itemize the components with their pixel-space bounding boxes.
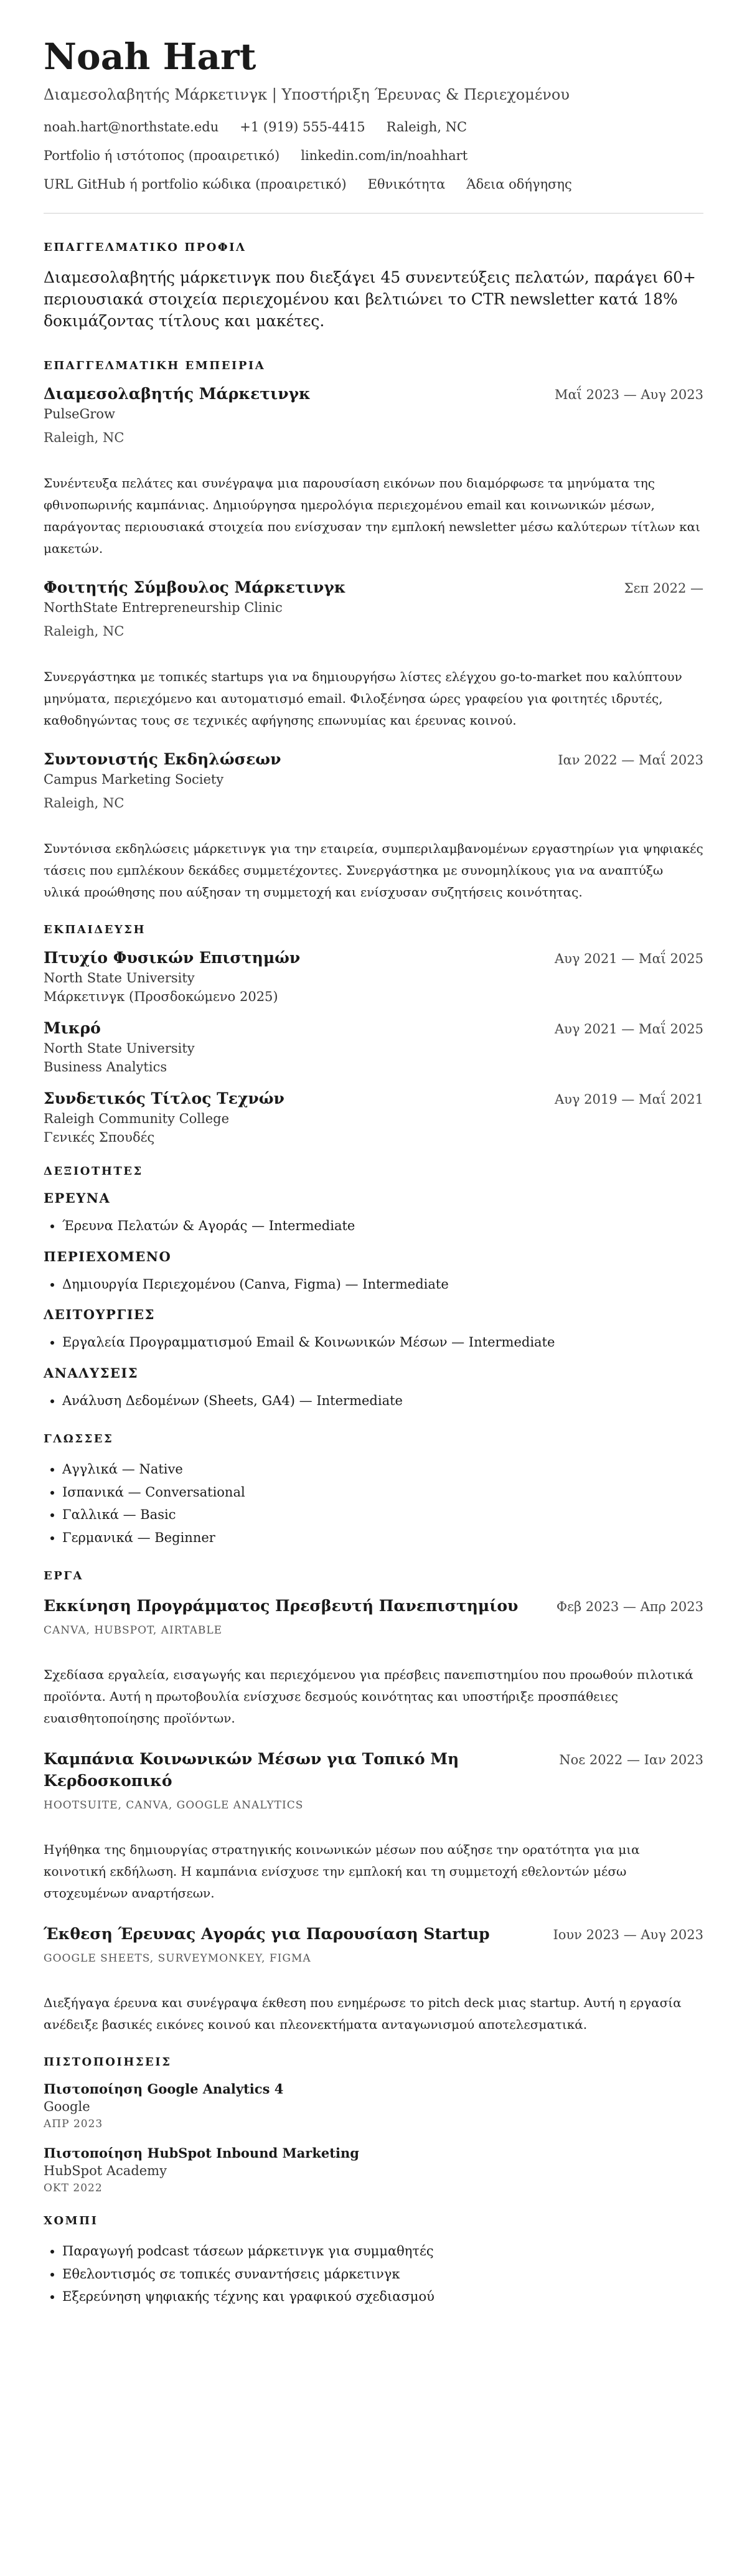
- degree-title: Συνδετικός Τίτλος Τεχνών: [44, 1089, 284, 1107]
- education-section: [44, 923, 703, 1145]
- experience-section: [44, 359, 703, 903]
- section-title: ΔΕΞΙΟΤΗΤΕΣ: [44, 1164, 143, 1178]
- certification-entry: [44, 2145, 703, 2194]
- skill-list: [44, 1215, 703, 1238]
- section-title: ΧΟΜΠΙ: [44, 2214, 98, 2227]
- job-dates: Μαΐ 2023 — Αυγ 2023: [555, 387, 703, 402]
- contact-row-2: [44, 148, 703, 163]
- location-text: Raleigh, NC: [386, 119, 467, 134]
- education-dates: Αυγ 2019 — Μαΐ 2021: [555, 1091, 703, 1107]
- project-description: Διεξήγαγα έρευνα και συνέγραψα έκθεση που ενημέρωσε το pitch deck μιας startup. Αυτή η εργασία ανέδειξε βασικές εικόνες κοινού και πλεονεκτήματα ανταγωνισμού αποτελεσματικά.: [44, 1995, 682, 2032]
- summary-section: [44, 241, 703, 332]
- project-description: Ηγήθηκα της δημιουργίας στρατηγικής κοινωνικών μέσων που αύξησε την ορατότητα για μια κοινοτική εκδήλωση. Η καμπάνια ενίσχυσε την εμπλοκή και τη συμμετοχή εθελοντών μέσω στοχευμένων αναρτήσεων.: [44, 1841, 640, 1901]
- job-dates: Ιαν 2022 — Μαΐ 2023: [558, 752, 703, 768]
- education-entry: [44, 1019, 703, 1074]
- school-name: Raleigh Community College: [44, 1111, 230, 1126]
- language-item: • Γαλλικά — Basic: [62, 1503, 703, 1526]
- certification-title: Πιστοποίηση HubSpot Inbound Marketing: [44, 2145, 359, 2161]
- language-item: • Αγγλικά — Native: [62, 1458, 703, 1481]
- school-name: North State University: [44, 970, 195, 985]
- job-location: Raleigh, NC: [44, 430, 125, 445]
- section-title: ΠΙΣΤΟΠΟΙΗΣΕΙΣ: [44, 2055, 172, 2069]
- degree-detail: Γενικές Σπουδές: [44, 1129, 155, 1145]
- hobby-item: • Παραγωγή podcast τάσεων μάρκετινγκ για συμμαθητές: [62, 2240, 703, 2263]
- section-title: ΕΡΓΑ: [44, 1569, 83, 1582]
- hobby-item: • Εξερεύνηση ψηφιακής τέχνης και γραφικού σχεδιασμού: [62, 2285, 703, 2308]
- job-dates: Σεπ 2022 —: [624, 580, 703, 596]
- degree-detail: Business Analytics: [44, 1059, 167, 1074]
- certification-date: ΟΚΤ 2022: [44, 2181, 103, 2194]
- contact-row-3: [44, 177, 703, 192]
- project-entry: [44, 1748, 703, 1904]
- degree-title: Πτυχίο Φυσικών Επιστημών: [44, 948, 301, 967]
- degree-detail: Μάρκετινγκ (Προσδοκώμενο 2025): [44, 989, 278, 1004]
- skill-list: [44, 1331, 703, 1354]
- job-description: Συνεργάστηκα με τοπικές startups για να δημιουργήσω λίστες ελέγχου go-to-market που καλύπτουν μηνύματα, περιεχόμενο και αυτοματισμό email. Φιλοξένησα ώρες γραφείου για φοιτητές ιδρυτές, καθοδηγώντας τους σε τεχνικές αφήγησης επωνυμίας και έρευνας κοινού.: [44, 669, 682, 728]
- education-entry: [44, 949, 703, 1004]
- skill-category: ΑΝΑΛΥΣΕΙΣ: [44, 1365, 139, 1381]
- job-company: NorthState Entrepreneurship Clinic: [44, 599, 283, 615]
- section-title: ΓΛΩΣΣΕΣ: [44, 1432, 114, 1445]
- language-list: [44, 1458, 703, 1549]
- hobby-item: • Εθελοντισμός σε τοπικές συναντήσεις μάρκετινγκ: [62, 2263, 703, 2286]
- job-title: Συντονιστής Εκδηλώσεων: [44, 750, 281, 768]
- job-description: Συντόνισα εκδηλώσεις μάρκετινγκ για την εταιρεία, συμπεριλαμβανομένων εργαστηρίων για ψηφιακές τάσεις που εμπλέκουν δεκάδες συμμετέχοντες. Συνεργάστηκα με συνομηλίκους για να αναπτύξω υλικά προώθησης που αύξησαν τη συμμετοχή και ενίσχυσαν συζητήσεις κοινότητας.: [44, 840, 703, 900]
- contact-row-1: [44, 120, 703, 134]
- project-title: Καμπάνια Κοινωνικών Μέσων για Τοπικό Μη Κερδοσκοπικό: [44, 1749, 459, 1790]
- project-entry: [44, 1595, 703, 1729]
- nationality-text: Εθνικότητα: [367, 176, 446, 192]
- phone-text: +1 (919) 555-4415: [240, 119, 365, 134]
- experience-entry: [44, 385, 703, 560]
- project-title: Έκθεση Έρευνας Αγοράς για Παρουσίαση Startup: [44, 1924, 490, 1943]
- driving-license-text: Άδεια οδήγησης: [466, 176, 572, 192]
- education-dates: Αυγ 2021 — Μαΐ 2025: [555, 951, 703, 966]
- skill-item: • Δημιουργία Περιεχομένου (Canva, Figma) — Intermediate: [62, 1273, 703, 1296]
- skill-list: [44, 1389, 703, 1413]
- skill-category: ΠΕΡΙΕΧΟΜΕΝΟ: [44, 1248, 172, 1264]
- job-description: Συνέντευξα πελάτες και συνέγραψα μια παρουσίαση εικόνων που διαμόρφωσε τα μηνύματα της φθινοπωρινής καμπάνιας. Δημιούργησα ημερολόγια περιεχομένου email και κοινωνικών μέσων, παράγοντας περιουσιακά στοιχεία που ενίσχυσαν την εμπλοκή newsletter μέσω καλύτερων τίτλων και μακετών.: [44, 475, 700, 556]
- certifications-section: [44, 2056, 703, 2194]
- project-tech: HOOTSUITE, CANVA, GOOGLE ANALYTICS: [44, 1798, 304, 1812]
- section-title: ΕΚΠΑΙΔΕΥΣΗ: [44, 923, 146, 936]
- projects-section: [44, 1569, 703, 2036]
- hobbies-section: [44, 2214, 703, 2308]
- job-company: Campus Marketing Society: [44, 771, 224, 787]
- language-item: • Ισπανικά — Conversational: [62, 1481, 703, 1504]
- skill-item: • Ανάλυση Δεδομένων (Sheets, GA4) — Intermediate: [62, 1389, 703, 1413]
- email-link[interactable]: noah.hart@northstate.edu: [44, 119, 219, 134]
- hobby-list: [44, 2240, 703, 2308]
- job-company: PulseGrow: [44, 406, 116, 421]
- skill-category: ΛΕΙΤΟΥΡΓΙΕΣ: [44, 1307, 155, 1323]
- header-divider: [44, 213, 703, 214]
- candidate-name: Noah Hart: [44, 35, 256, 78]
- languages-section: [44, 1432, 703, 1549]
- certification-entry: [44, 2081, 703, 2130]
- certification-date: ΑΠΡ 2023: [44, 2117, 103, 2130]
- project-title: Εκκίνηση Προγράμματος Πρεσβευτή Πανεπιστημίου: [44, 1596, 519, 1615]
- project-tech: GOOGLE SHEETS, SURVEYMONKEY, FIGMA: [44, 1952, 311, 1965]
- project-dates: Ιουν 2023 — Αυγ 2023: [553, 1927, 703, 1942]
- github-link[interactable]: URL GitHub ή portfolio κώδικα (προαιρετικό): [44, 176, 347, 192]
- section-title: ΕΠΑΓΓΕΛΜΑΤΙΚΟ ΠΡΟΦΙΛ: [44, 240, 247, 254]
- education-dates: Αυγ 2021 — Μαΐ 2025: [555, 1021, 703, 1037]
- education-entry: [44, 1089, 703, 1145]
- linkedin-link[interactable]: linkedin.com/in/noahhart: [301, 148, 468, 163]
- skill-item: • Εργαλεία Προγραμματισμού Email & Κοινωνικών Μέσων — Intermediate: [62, 1331, 703, 1354]
- project-dates: Νοε 2022 — Ιαν 2023: [559, 1752, 703, 1767]
- school-name: North State University: [44, 1040, 195, 1056]
- section-title: ΕΠΑΓΓΕΛΜΑΤΙΚΗ ΕΜΠΕΙΡΙΑ: [44, 359, 266, 372]
- certification-issuer: Google: [44, 2099, 90, 2114]
- job-title: Διαμεσολαβητής Μάρκετινγκ: [44, 384, 311, 403]
- portfolio-link[interactable]: Portfolio ή ιστότοπος (προαιρετικό): [44, 148, 280, 163]
- headline: Διαμεσολαβητής Μάρκετινγκ | Υποστήριξη Έρευνας & Περιεχομένου: [44, 85, 570, 103]
- job-title: Φοιτητής Σύμβουλος Μάρκετινγκ: [44, 578, 346, 596]
- project-description: Σχεδίασα εργαλεία, εισαγωγής και περιεχόμενου για πρέσβεις πανεπιστημίου που προωθούν πιλοτικά προϊόντα. Αυτή η πρωτοβουλία ενίσχυσε δεσμούς κοινότητας και υποστήριξε προσπάθειες ευαισθητοποίησης προϊόντων.: [44, 1666, 693, 1726]
- experience-entry: [44, 750, 703, 903]
- project-dates: Φεβ 2023 — Απρ 2023: [556, 1599, 703, 1614]
- certification-issuer: HubSpot Academy: [44, 2163, 167, 2178]
- skills-section: [44, 1165, 703, 1413]
- language-item: • Γερμανικά — Beginner: [62, 1526, 703, 1549]
- job-location: Raleigh, NC: [44, 795, 125, 811]
- experience-entry: [44, 578, 703, 731]
- skill-category: ΕΡΕΥΝΑ: [44, 1190, 111, 1206]
- skill-list: [44, 1273, 703, 1296]
- degree-title: Μικρό: [44, 1018, 101, 1037]
- project-tech: CANVA, HUBSPOT, AIRTABLE: [44, 1624, 223, 1637]
- summary-text: Διαμεσολαβητής μάρκετινγκ που διεξάγει 45 συνεντεύξεις πελατών, παράγει 60+ περιουσιακά στοιχεία περιεχομένου και βελτιώνει το CTR newsletter κατά 18% δοκιμάζοντας τίτλους και μακέτες.: [44, 268, 696, 330]
- job-location: Raleigh, NC: [44, 623, 125, 639]
- project-entry: [44, 1923, 703, 2036]
- certification-title: Πιστοποίηση Google Analytics 4: [44, 2080, 284, 2097]
- skill-item: • Έρευνα Πελατών & Αγοράς — Intermediate: [62, 1215, 703, 1238]
